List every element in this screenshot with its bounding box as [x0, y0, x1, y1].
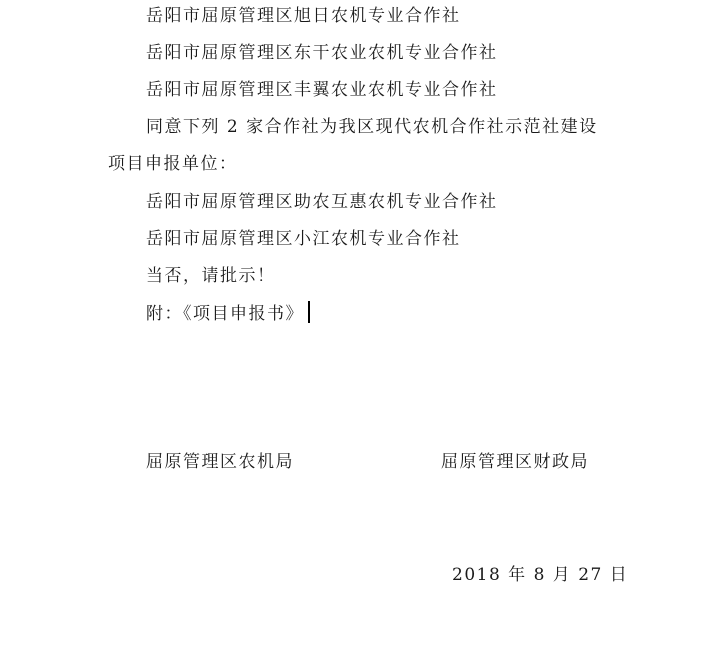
attachment-line[interactable] — [146, 301, 310, 326]
request-line: 当否，请批示！ — [146, 266, 276, 286]
cooperative-line-2: 岳阳市屈原管理区东干农业农机专业合作社 — [146, 43, 498, 63]
approval-paragraph-line-1: 同意下列 2 家合作社为我区现代农机合作社示范社建设 — [146, 117, 598, 137]
document-date: 2018 年 8 月 27 日 — [452, 565, 629, 585]
applicant-line-1: 岳阳市屈原管理区助农互惠农机专业合作社 — [146, 192, 498, 212]
attachment-text: 附：《项目申报书》 — [146, 304, 304, 324]
applicant-line-2: 岳阳市屈原管理区小江农机专业合作社 — [146, 229, 461, 249]
cooperative-line-3: 岳阳市屈原管理区丰翼农业农机专业合作社 — [146, 80, 498, 100]
signature-agri-machinery-bureau: 屈原管理区农机局 — [146, 452, 294, 472]
signature-finance-bureau: 屈原管理区财政局 — [441, 452, 589, 472]
cooperative-line-1: 岳阳市屈原管理区旭日农机专业合作社 — [146, 6, 461, 26]
approval-paragraph-line-2: 项目申报单位： — [108, 154, 238, 174]
text-cursor — [308, 301, 310, 323]
